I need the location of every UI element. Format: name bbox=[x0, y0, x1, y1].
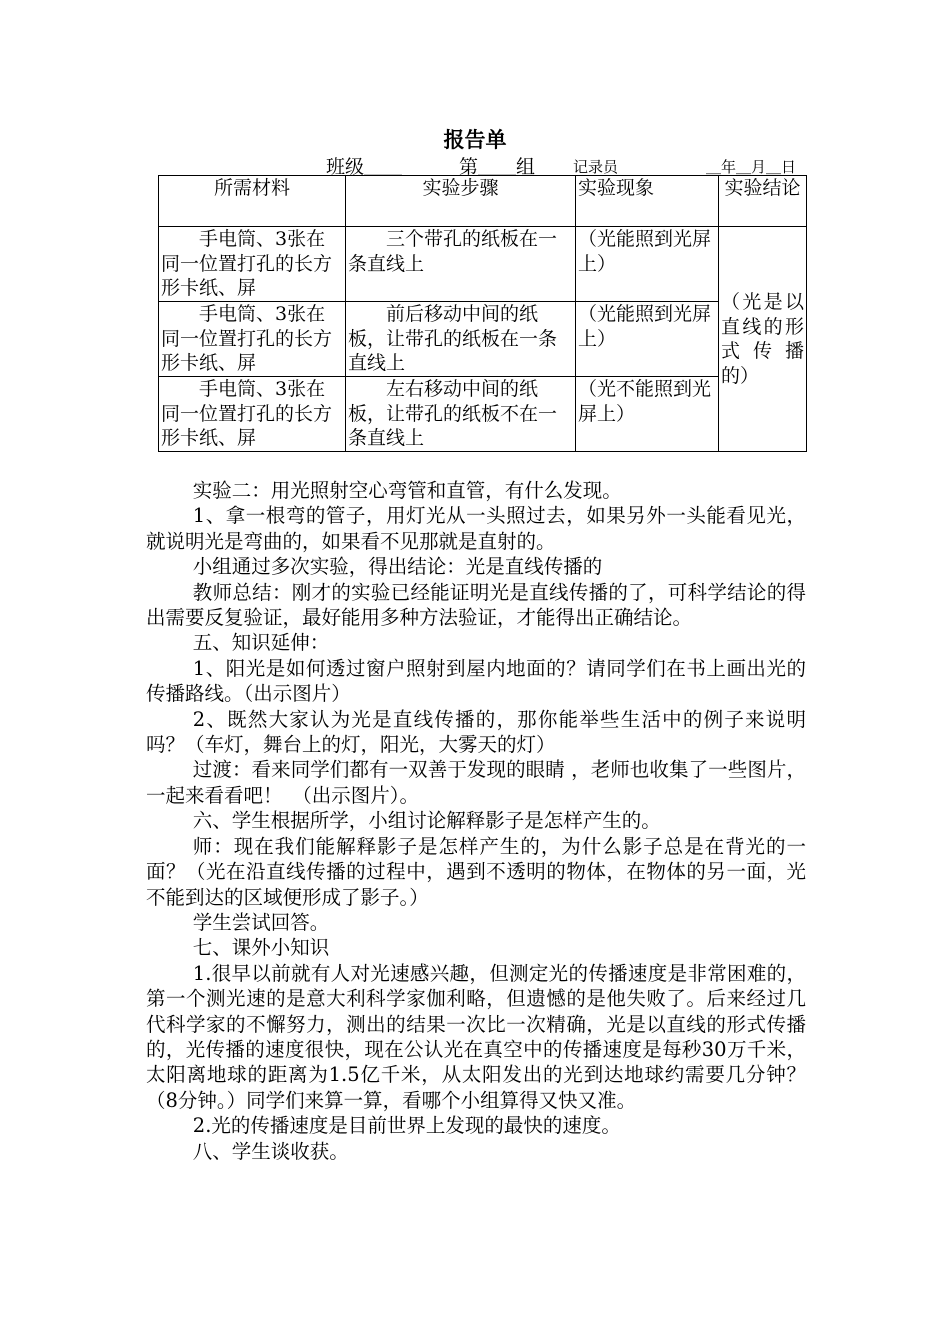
column-header: 实验结论 bbox=[719, 176, 807, 227]
report-title: 报告单 bbox=[443, 127, 507, 152]
paragraph: 教师总结：刚才的实验已经能证明光是直线传播的了，可科学结论的得出需要反复验证，最好能用多种方法验证，才能得出正确结论。 bbox=[146, 580, 806, 630]
paragraph: 实验二：用光照射空心弯管和直管，有什么发现。 bbox=[192, 479, 622, 502]
paragraph: 1.很早以前就有人对光速感兴趣，但测定光的传播速度是非常困难的，第一个测光速的是意大利科学家伽利略，但遗憾的是他失败了。后来经过几代科学家的不懈努力，测出的结果一次比一次精确，光是以直线的形式传播的，光传播的速度很快，现在公认光在真空中的传播速度是每秒30万千米，太阳离地球的距离为1.5亿千米，从太阳发出的光到达地球约需要几分钟？（8分钟。）同学们来算一算，看哪个小组算得又快又准。 bbox=[146, 961, 806, 1112]
paragraph: 2、既然大家认为光是直线传播的，那你能举些生活中的例子来说明吗？（车灯，舞台上的灯，阳光，大雾天的灯） bbox=[146, 707, 806, 757]
paragraph: 过渡：看来同学们都有一双善于发现的眼睛 ，老师也收集了一些图片，一起来看看吧！ （出示图片）。 bbox=[146, 758, 806, 807]
material-cell: 手电筒、3张在同一位置打孔的长方形卡纸、屏 bbox=[159, 377, 346, 452]
section-heading: 八、学生谈收获。 bbox=[192, 1139, 349, 1163]
class-field: 班级＿＿ bbox=[326, 156, 403, 178]
column-header: 实验现象 bbox=[576, 176, 719, 227]
phenomenon-cell: （光能照到光屏上） bbox=[576, 302, 719, 377]
step-cell: 三个带孔的纸板在一条直线上 bbox=[346, 227, 576, 302]
recorder-field: 记录员____ bbox=[573, 158, 649, 176]
paragraph: 学生尝试回答。 bbox=[192, 910, 330, 934]
material-cell: 手电筒、3张在同一位置打孔的长方形卡纸、屏 bbox=[159, 302, 346, 377]
table-row bbox=[159, 227, 807, 302]
section-heading: 五、知识延伸： bbox=[192, 631, 330, 655]
paragraph: 1、阳光是如何透过窗户照射到屋内地面的？请同学们在书上画出光的传播路线。（出示图片） bbox=[146, 656, 806, 706]
table-row bbox=[159, 377, 807, 452]
section-heading: 六、学生根据所学，小组讨论解释影子是怎样产生的。 bbox=[192, 809, 661, 833]
paragraph: 小组通过多次实验，得出结论：光是直线传播的 bbox=[192, 555, 603, 579]
phenomenon-cell: （光不能照到光屏上） bbox=[576, 377, 719, 452]
section-heading: 七、课外小知识 bbox=[192, 936, 330, 960]
date-field: ＿年＿月＿日 bbox=[706, 158, 797, 176]
table-row bbox=[159, 302, 807, 377]
report-table bbox=[158, 175, 807, 452]
paragraph: 1、拿一根弯的管子，用灯光从一头照过去，如果另外一头能看见光，就说明光是弯曲的，如果看不见那就是直射的。 bbox=[146, 504, 806, 553]
step-cell: 左右移动中间的纸板，让带孔的纸板不在一条直线上 bbox=[346, 377, 576, 452]
table-header-row bbox=[159, 176, 807, 227]
material-cell: 手电筒、3张在同一位置打孔的长方形卡纸、屏 bbox=[159, 227, 346, 302]
phenomenon-cell: （光能照到光屏上） bbox=[576, 227, 719, 302]
step-cell: 前后移动中间的纸板，让带孔的纸板在一条直线上 bbox=[346, 302, 576, 377]
conclusion-cell: （光是以直线的形式传播的） bbox=[719, 227, 807, 452]
paragraph: 师：现在我们能解释影子是怎样产生的，为什么影子总是在背光的一面？（光在沿直线传播的过程中，遇到不透明的物体，在物体的另一面，光不能到达的区域便形成了影子。） bbox=[146, 834, 806, 909]
group-field: 第＿＿组 bbox=[459, 156, 536, 178]
column-header: 所需材料 bbox=[159, 176, 346, 227]
column-header: 实验步骤 bbox=[346, 176, 576, 227]
paragraph: 2.光的传播速度是目前世界上发现的最快的速度。 bbox=[192, 1114, 621, 1138]
document-body bbox=[146, 478, 806, 1164]
